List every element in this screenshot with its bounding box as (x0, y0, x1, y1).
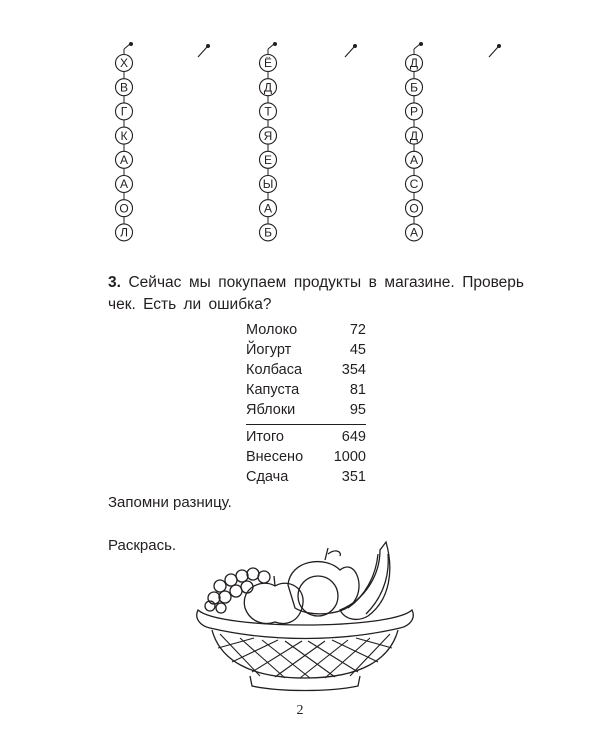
receipt-item-row (246, 340, 366, 360)
bead-letter: А (119, 153, 129, 167)
receipt-item-price: 81 (349, 382, 366, 398)
basket-rim (197, 610, 414, 639)
bead-letter: С (409, 177, 419, 192)
receipt-total-name: Сдача (246, 469, 289, 485)
basket-body (212, 630, 398, 678)
receipt-total-name: Итого (246, 429, 284, 445)
bead-letter: Л (120, 225, 128, 240)
receipt-item-name: Колбаса (246, 362, 303, 378)
receipt (246, 320, 366, 487)
basket-weave (218, 634, 392, 678)
needle-icon (345, 44, 357, 57)
bead-chain-3 (406, 42, 424, 241)
receipt-item-row (246, 320, 366, 340)
receipt-item-price: 95 (349, 402, 366, 418)
receipt-item-name: Йогурт (246, 342, 292, 358)
bead-letter: Х (119, 56, 129, 71)
orange-drawing (298, 576, 338, 616)
bead-letter: Д (263, 80, 273, 95)
receipt-divider (246, 424, 366, 425)
receipt-total-name: Внесено (246, 449, 304, 465)
bead-letter: К (120, 128, 128, 143)
color-instruction: Раскрась. (108, 537, 177, 554)
bead-letter: В (119, 80, 129, 95)
bead-letter: А (263, 201, 273, 216)
bead-letter: Д (409, 128, 419, 143)
bead-letter: Д (409, 56, 419, 71)
bead-letter: Ы (262, 177, 274, 192)
receipt-item-price: 72 (349, 322, 366, 338)
bead-letter: Я (263, 128, 273, 143)
fruit-basket-illustration (190, 530, 420, 695)
receipt-item-price: 45 (349, 342, 366, 358)
task-text: Сейчас мы покупаем продукты в магазине. Проверь чек. Есть ли ошибка? (108, 274, 525, 313)
bead-letter: А (409, 153, 419, 167)
bead-letter: Б (410, 80, 418, 95)
receipt-item-name: Яблоки (246, 402, 296, 418)
bead-letter: Е (263, 153, 273, 167)
bead-letter: А (119, 177, 129, 192)
bead-letter: О (409, 201, 419, 216)
grapes-drawing (205, 568, 270, 613)
receipt-item-row (246, 380, 366, 400)
page-number: 2 (296, 703, 304, 718)
bead-chain-1 (116, 42, 134, 241)
receipt-item-price: 354 (341, 362, 366, 378)
needle-icon (198, 44, 210, 57)
task-number: 3. (108, 274, 121, 291)
bead-letter: О (119, 201, 129, 216)
task-3 (108, 272, 524, 316)
bead-letter: Ё (263, 56, 273, 71)
receipt-item-row (246, 400, 366, 420)
bead-letter: А (409, 225, 419, 240)
receipt-item-row (246, 360, 366, 380)
remember-text: Запомни разницу. (108, 494, 232, 511)
receipt-total-price: 649 (341, 429, 366, 445)
needle-icon (489, 44, 501, 57)
bead-chains (0, 0, 600, 250)
bead-letter: Р (409, 104, 419, 119)
receipt-total-row (246, 467, 366, 487)
receipt-total-price: 351 (341, 469, 366, 485)
bead-letter: Т (264, 104, 272, 119)
bead-letter: Г (120, 104, 128, 119)
receipt-total-price: 1000 (333, 449, 366, 465)
bead-letter: Б (264, 225, 272, 240)
receipt-total-row (246, 427, 366, 447)
receipt-item-name: Молоко (246, 322, 298, 338)
bead-chain-2 (260, 42, 278, 241)
receipt-total-row (246, 447, 366, 467)
receipt-item-name: Капуста (246, 382, 300, 398)
